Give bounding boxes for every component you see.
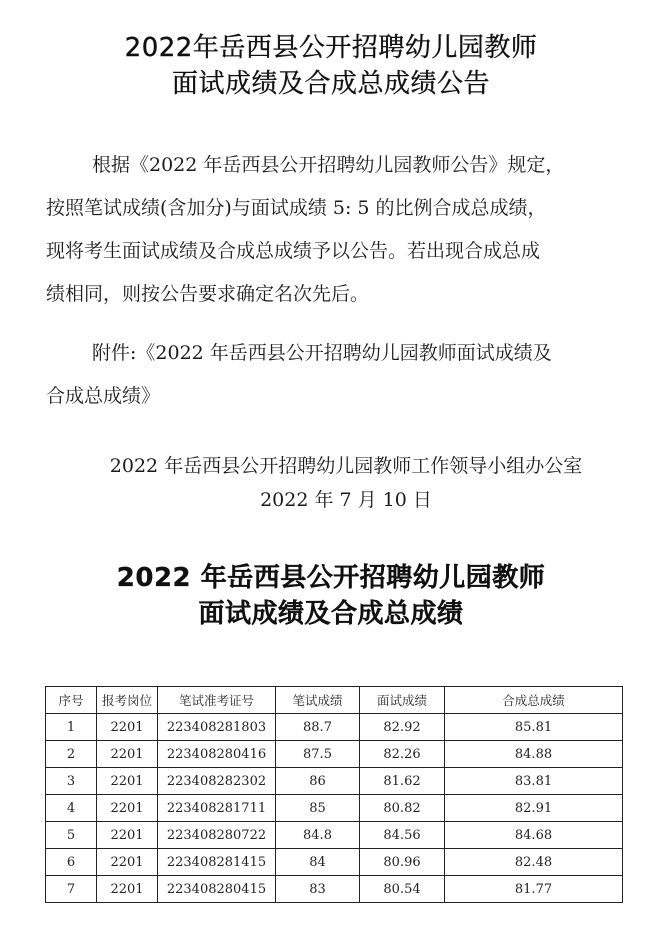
table-row	[46, 741, 623, 768]
cell-exam-id: 223408280416	[158, 741, 276, 768]
signature-organization: 2022 年岳西县公开招聘幼儿园教师工作领导小组办公室	[109, 455, 583, 477]
column-header-interview-score: 面试成绩	[360, 687, 445, 714]
cell-position: 2201	[97, 741, 158, 768]
signature-date: 2022 年 7 月 10 日	[260, 489, 432, 511]
cell-written-score: 85	[276, 795, 360, 822]
cell-index: 3	[46, 768, 97, 795]
table-row	[46, 849, 623, 876]
cell-exam-id: 223408280415	[158, 876, 276, 903]
cell-position: 2201	[97, 849, 158, 876]
cell-total-score: 84.88	[445, 741, 623, 768]
cell-index: 7	[46, 876, 97, 903]
table-row	[46, 768, 623, 795]
attachment-note	[46, 332, 612, 418]
announcement-title	[0, 30, 662, 102]
body-line: 按照笔试成绩(含加分)与面试成绩 5: 5 的比例合成总成绩，	[46, 197, 547, 219]
cell-total-score: 82.91	[445, 795, 623, 822]
cell-written-score: 83	[276, 876, 360, 903]
cell-exam-id: 223408281415	[158, 849, 276, 876]
attachment-line: 合成总成绩》	[46, 385, 161, 407]
cell-exam-id: 223408281711	[158, 795, 276, 822]
cell-index: 2	[46, 741, 97, 768]
announcement-body	[46, 144, 612, 316]
cell-interview-score: 80.54	[360, 876, 445, 903]
scores-table	[45, 686, 623, 903]
table-row	[46, 714, 623, 741]
results-title-line: 2022 年岳西县公开招聘幼儿园教师	[116, 563, 546, 593]
column-header-total-score: 合成总成绩	[445, 687, 623, 714]
cell-interview-score: 82.26	[360, 741, 445, 768]
results-title	[0, 560, 662, 632]
cell-exam-id: 223408280722	[158, 822, 276, 849]
cell-total-score: 83.81	[445, 768, 623, 795]
cell-interview-score: 81.62	[360, 768, 445, 795]
cell-index: 4	[46, 795, 97, 822]
cell-total-score: 85.81	[445, 714, 623, 741]
cell-exam-id: 223408282302	[158, 768, 276, 795]
cell-index: 5	[46, 822, 97, 849]
cell-interview-score: 80.96	[360, 849, 445, 876]
announcement-title-line: 面试成绩及合成总成绩公告	[171, 69, 490, 99]
table-row	[46, 876, 623, 903]
cell-interview-score: 80.82	[360, 795, 445, 822]
attachment-line: 附件:《2022 年岳西县公开招聘幼儿园教师面试成绩及	[92, 342, 552, 364]
announcement-title-line: 2022年岳西县公开招聘幼儿园教师	[124, 33, 538, 63]
cell-written-score: 87.5	[276, 741, 360, 768]
cell-position: 2201	[97, 876, 158, 903]
cell-interview-score: 82.92	[360, 714, 445, 741]
body-line: 绩相同，则按公告要求确定名次先后。	[46, 283, 370, 305]
cell-total-score: 84.68	[445, 822, 623, 849]
column-header-index: 序号	[46, 687, 97, 714]
cell-interview-score: 84.56	[360, 822, 445, 849]
cell-position: 2201	[97, 768, 158, 795]
body-line: 根据《2022 年岳西县公开招聘幼儿园教师公告》规定，	[92, 154, 565, 176]
cell-position: 2201	[97, 795, 158, 822]
column-header-written-score: 笔试成绩	[276, 687, 360, 714]
results-title-line: 面试成绩及合成总成绩	[198, 599, 464, 629]
column-header-exam-id: 笔试准考证号	[158, 687, 276, 714]
cell-total-score: 82.48	[445, 849, 623, 876]
cell-written-score: 84	[276, 849, 360, 876]
table-row	[46, 822, 623, 849]
cell-index: 1	[46, 714, 97, 741]
cell-exam-id: 223408281803	[158, 714, 276, 741]
cell-position: 2201	[97, 714, 158, 741]
cell-total-score: 81.77	[445, 876, 623, 903]
cell-written-score: 84.8	[276, 822, 360, 849]
table-row	[46, 795, 623, 822]
cell-index: 6	[46, 849, 97, 876]
cell-written-score: 86	[276, 768, 360, 795]
cell-written-score: 88.7	[276, 714, 360, 741]
cell-position: 2201	[97, 822, 158, 849]
table-header-row	[46, 687, 623, 714]
body-line: 现将考生面试成绩及合成总成绩予以公告。若出现合成总成	[46, 240, 541, 262]
column-header-position: 报考岗位	[97, 687, 158, 714]
